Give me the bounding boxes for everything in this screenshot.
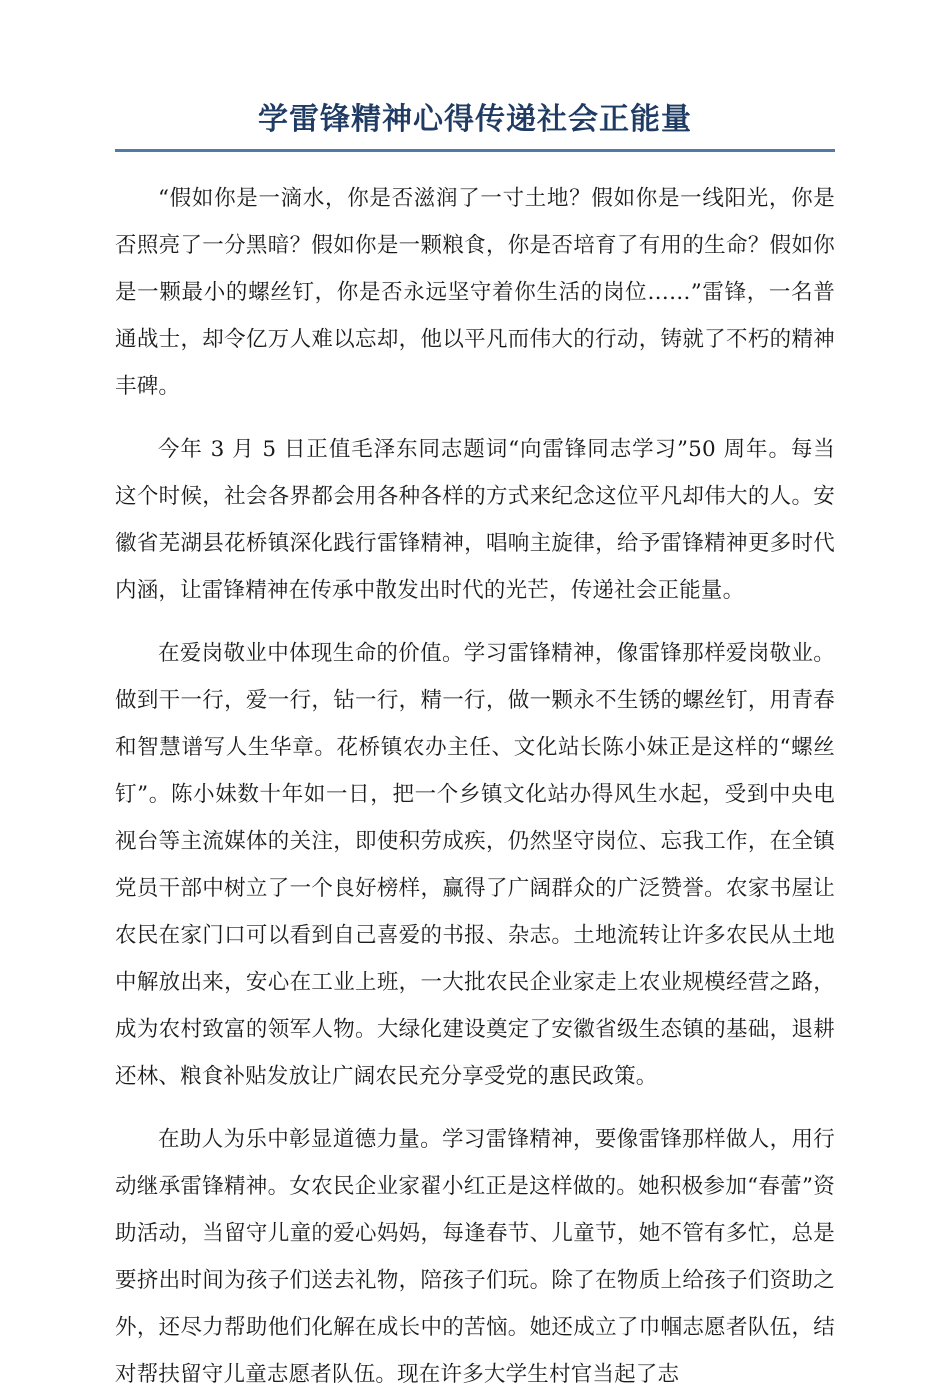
paragraph-2: 今年 3 月 5 日正值毛泽东同志题词“向雷锋同志学习”50 周年。每当这个时候，社会各界都会用各种各样的方式来纪念这位平凡却伟大的人。安徽省芜湖县花桥镇深化践行雷锋精神，唱响主旋律，给予雷锋精神更多时代内涵，让雷锋精神在传承中散发出时代的光芒，传递社会正能量。	[115, 437, 835, 603]
paragraph-4: 在助人为乐中彰显道德力量。学习雷锋精神，要像雷锋那样做人，用行动继承雷锋精神。女农民企业家翟小红正是这样做的。她积极参加“春蕾”资助活动，当留守儿童的爱心妈妈，每逢春节、儿童节，她不管有多忙，总是要挤出时间为孩子们送去礼物，陪孩子们玩。除了在物质上给孩子们资助之外，还尽力帮助他们化解在成长中的苦恼。她还成立了巾帼志愿者队伍，结对帮扶留守儿童志愿者队伍。现在许多大学生村官当起了志	[115, 1127, 835, 1387]
title-block	[115, 0, 835, 152]
title-divider-rule	[115, 149, 835, 152]
page-content	[115, 0, 835, 1398]
body-text	[115, 175, 835, 1398]
paragraph-1: “假如你是一滴水，你是否滋润了一寸土地？假如你是一线阳光，你是否照亮了一分黑暗？假如你是一颗粮食，你是否培育了有用的生命？假如你是一颗最小的螺丝钉，你是否永远坚守着你生活的岗位……”雷锋，一名普通战士，却令亿万人难以忘却，他以平凡而伟大的行动，铸就了不朽的精神丰碑。	[115, 186, 835, 399]
page-title: 学雷锋精神心得传递社会正能量	[258, 102, 692, 137]
paragraph-3: 在爱岗敬业中体现生命的价值。学习雷锋精神，像雷锋那样爱岗敬业。做到干一行，爱一行，钻一行，精一行，做一颗永不生锈的螺丝钉，用青春和智慧谱写人生华章。花桥镇农办主任、文化站长陈小妹正是这样的“螺丝钉”。陈小妹数十年如一日，把一个乡镇文化站办得风生水起，受到中央电视台等主流媒体的关注，即使积劳成疾，仍然坚守岗位、忘我工作，在全镇党员干部中树立了一个良好榜样，赢得了广阔群众的广泛赞誉。农家书屋让农民在家门口可以看到自己喜爱的书报、杂志。土地流转让许多农民从土地中解放出来，安心在工业上班，一大批农民企业家走上农业规模经营之路，成为农村致富的领军人物。大绿化建设奠定了安徽省级生态镇的基础，退耕还林、粮食补贴发放让广阔农民充分享受党的惠民政策。	[115, 641, 835, 1089]
